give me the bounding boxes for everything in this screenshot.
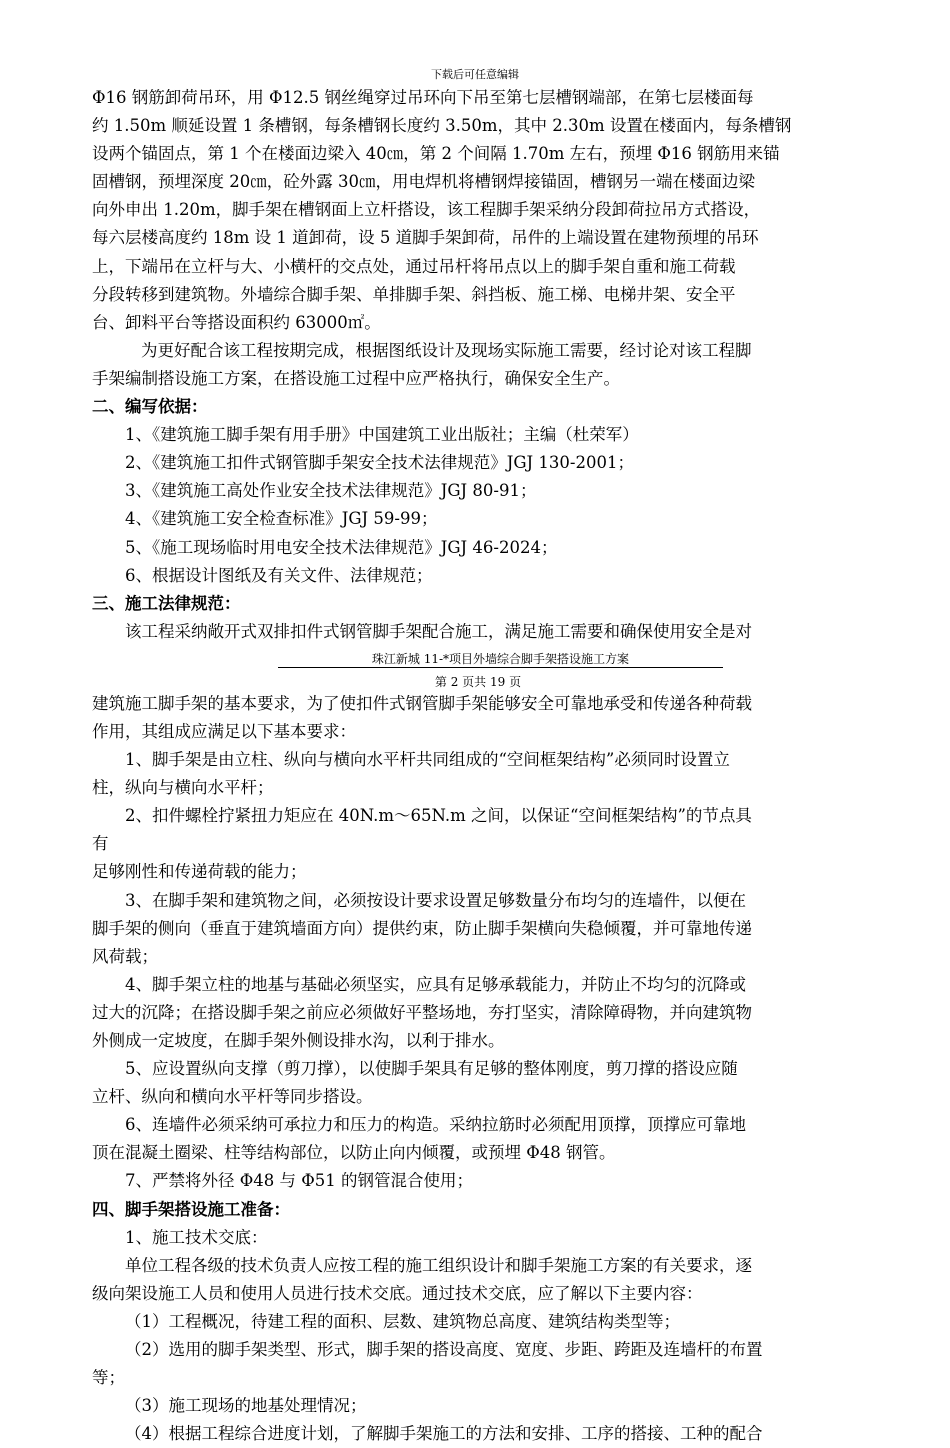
text-line: 作用，其组成应满足以下基本要求： [92, 721, 356, 741]
page-header-note: 下载后可任意编辑 [431, 68, 519, 81]
text-line: 等； [92, 1368, 125, 1388]
footer-project-title: 珠江新城 11-*项目外墙综合脚手架搭设施工方案 [278, 652, 723, 668]
text-line: （4）根据工程综合进度计划，了解脚手架施工的方法和安排、工序的搭接、工种的配合 [125, 1424, 763, 1444]
text-line: 手架编制搭设施工方案，在搭设施工过程中应严格执行，确保安全生产。 [92, 368, 620, 388]
footer-page-number: 第 2 页共 19 页 [434, 674, 522, 689]
text-line: 级向架设施工人员和使用人员进行技术交底。通过技术交底，应了解以下主要内容： [92, 1283, 703, 1303]
text-line: 立杆、纵向和横向水平杆等同步搭设。 [92, 1087, 373, 1107]
preparation-subheading: 1、施工技术交底： [125, 1227, 268, 1247]
text-line: 顶在混凝土圈梁、柱等结构部位，以防止向内倾覆，或预埋 Φ48 钢管。 [92, 1143, 616, 1163]
text-line: 约 1.50m 顺延设置 1 条槽钢，每条槽钢长度约 3.50m，其中 2.30m 设置在楼面内，每条槽钢 [92, 116, 792, 136]
text-line: 风荷载； [92, 946, 158, 966]
text-line: 单位工程各级的技术负责人应按工程的施工组织设计和脚手架施工方案的有关要求，逐 [125, 1255, 752, 1275]
basis-item: 1、《建筑施工脚手架有用手册》中国建筑工业出版社；主编（杜荣军） [125, 425, 639, 445]
text-line: （3）施工现场的地基处理情况； [125, 1396, 367, 1416]
basis-item: 5、《施工现场临时用电安全技术法律规范》JGJ 46-2024； [125, 537, 558, 557]
text-line: 3、在脚手架和建筑物之间，必须按设计要求设置足够数量分布均匀的连墙件，以便在 [125, 890, 746, 910]
standards-intro: 该工程采纳敞开式双排扣件式钢管脚手架配合施工，满足施工需要和确保使用安全是对 [125, 621, 752, 641]
text-line: 分段转移到建筑物。外墙综合脚手架、单排脚手架、斜挡板、施工梯、电梯井架、安全平 [92, 284, 736, 304]
text-line: 脚手架的侧向（垂直于建筑墙面方向）提供约束，防止脚手架横向失稳倾覆，并可靠地传递 [92, 918, 752, 938]
text-line: 建筑施工脚手架的基本要求，为了使扣件式钢管脚手架能够安全可靠地承受和传递各种荷载 [92, 693, 752, 713]
text-line: 7、严禁将外径 Φ48 与 Φ51 的钢管混合使用； [125, 1171, 474, 1191]
text-line: 固槽钢，预埋深度 20㎝，砼外露 30㎝，用电焊机将槽钢焊接锚固，槽钢另一端在楼面边梁 [92, 172, 755, 192]
text-line: 台、卸料平台等搭设面积约 63000㎡。 [92, 312, 381, 332]
text-line: 有 [92, 834, 109, 854]
text-line: 6、连墙件必须采纳可承拉力和压力的构造。采纳拉筋时必须配用顶撑，顶撑应可靠地 [125, 1115, 746, 1135]
section-heading-basis: 二、编写依据： [92, 397, 208, 417]
text-line: Φ16 钢筋卸荷吊环，用 Φ12.5 钢丝绳穿过吊环向下吊至第七层槽钢端部，在第七层楼面每 [92, 88, 754, 107]
text-line: 过大的沉降；在搭设脚手架之前应必须做好平整场地，夯打坚实，清除障碍物，并向建筑物 [92, 1002, 752, 1022]
text-line: 为更好配合该工程按期完成，根据图纸设计及现场实际施工需要，经讨论对该工程脚 [141, 340, 752, 360]
text-line: 外侧成一定坡度，在脚手架外侧设排水沟，以利于排水。 [92, 1031, 505, 1050]
preparation-content [92, 1252, 864, 1448]
requirements-list [92, 690, 864, 1196]
basis-item: 3、《建筑施工高处作业安全技术法律规范》JGJ 80-91； [125, 481, 537, 501]
text-line: 2、扣件螺栓拧紧扭力矩应在 40N.m～65N.m 之间，以保证“空间框架结构”的节点具 [125, 806, 752, 826]
text-line: 柱，纵向与横向水平杆； [92, 778, 274, 798]
text-line: 5、应设置纵向支撑（剪刀撑），以使脚手架具有足够的整体刚度，剪刀撑的搭设应随 [125, 1059, 738, 1079]
text-line: 向外申出 1.20m，脚手架在槽钢面上立杆搭设，该工程脚手架采纳分段卸荷拉吊方式搭设， [92, 200, 761, 220]
text-line: 足够刚性和传递荷载的能力； [92, 862, 307, 882]
text-line: 4、脚手架立柱的地基与基础必须坚实，应具有足够承载能力，并防止不均匀的沉降或 [125, 974, 746, 994]
text-line: 设两个锚固点，第 1 个在楼面边梁入 40㎝，第 2 个间隔 1.70m 左右，预埋 Φ16 钢筋用来锚 [92, 144, 780, 164]
section-heading-standards: 三、施工法律规范： [92, 593, 241, 613]
basis-item: 6、根据设计图纸及有关文件、法律规范； [125, 565, 433, 585]
text-line: 1、脚手架是由立柱、纵向与横向水平杆共同组成的“空间框架结构”必须同时设置立 [125, 750, 730, 770]
document-body [92, 84, 864, 1448]
section-heading-preparation: 四、脚手架搭设施工准备： [92, 1199, 290, 1219]
purpose-paragraph [92, 337, 864, 393]
basis-list [92, 421, 864, 590]
basis-item: 2、《建筑施工扣件式钢管脚手架安全技术法律规范》JGJ 130-2001； [125, 453, 634, 473]
text-line: 每六层楼高度约 18m 设 1 道卸荷，设 5 道脚手架卸荷，吊件的上端设置在建物预埋的吊环 [92, 228, 759, 248]
basis-item: 4、《建筑施工安全检查标准》JGJ 59-99； [125, 509, 438, 529]
page-footer [92, 646, 864, 690]
text-line: （1）工程概况，待建工程的面积、层数、建筑物总高度、建筑结构类型等； [125, 1311, 680, 1331]
text-line: （2）选用的脚手架类型、形式，脚手架的搭设高度、宽度、步距、跨距及连墙杆的布置 [125, 1340, 763, 1360]
text-line: 上，下端吊在立杆与大、小横杆的交点处，通过吊杆将吊点以上的脚手架自重和施工荷载 [92, 256, 736, 276]
project-description [92, 84, 864, 337]
